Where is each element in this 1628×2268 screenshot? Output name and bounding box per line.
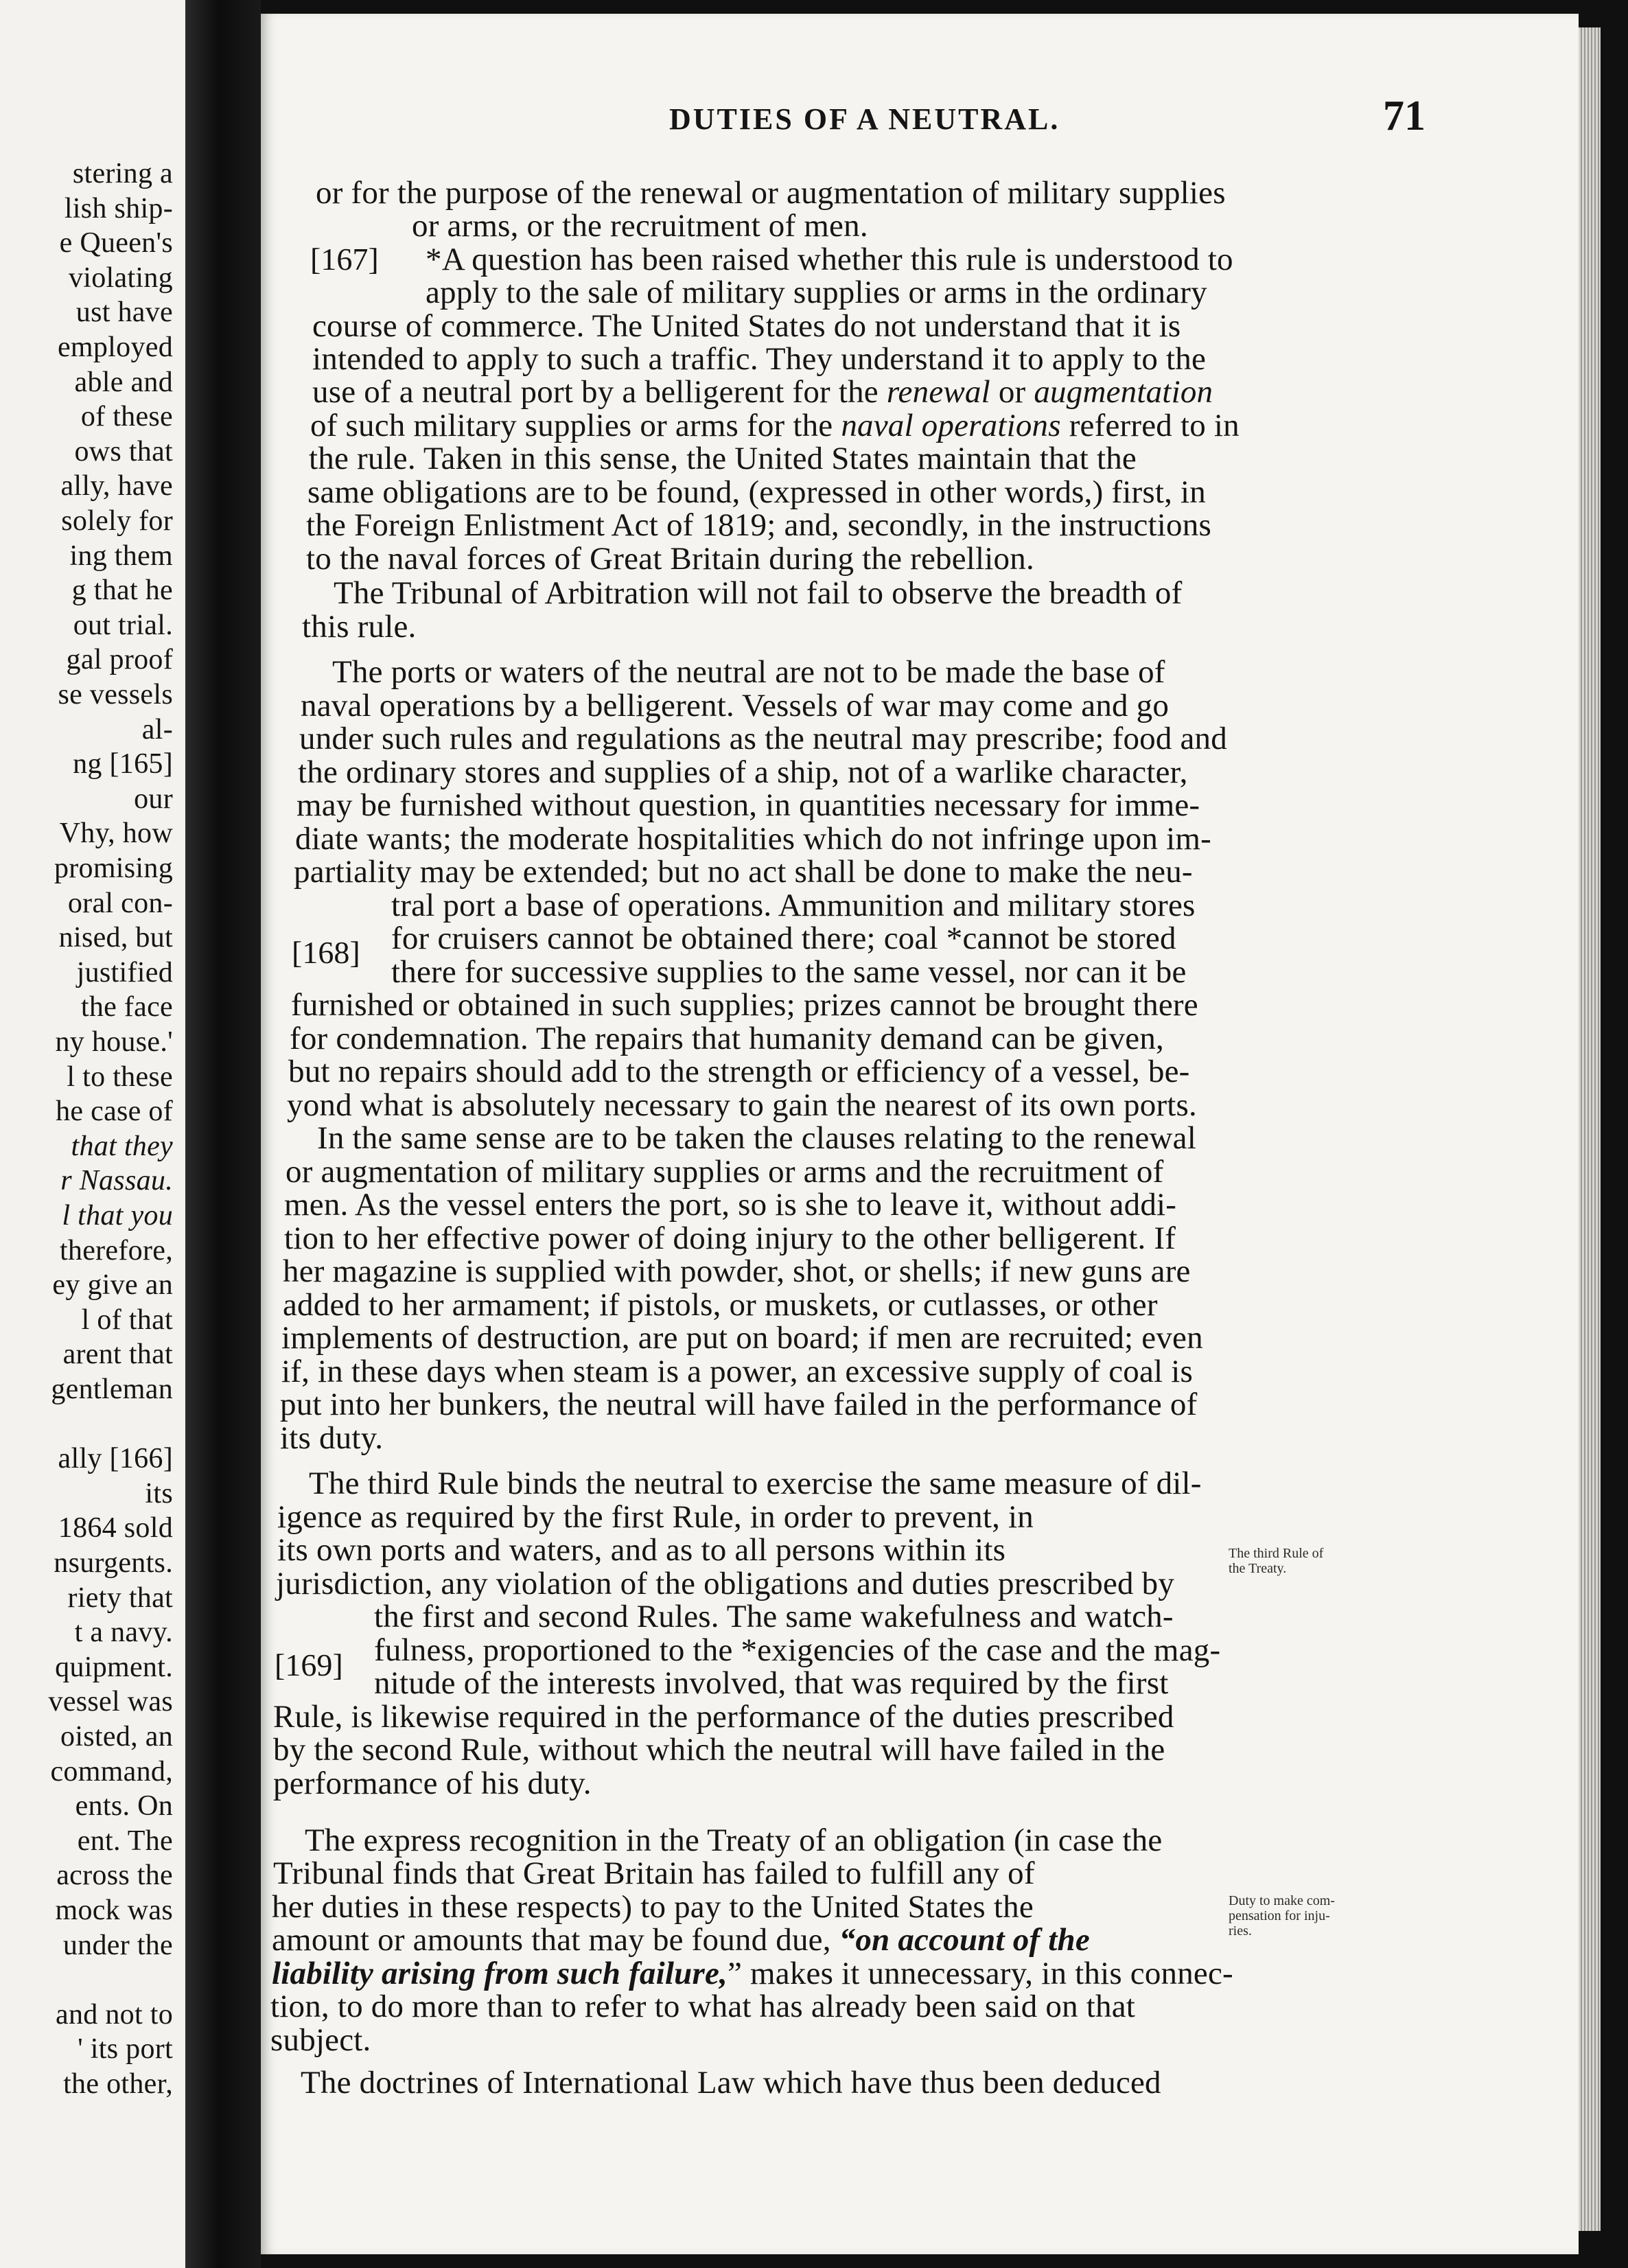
text-line: nitude of the interests involved, that was required by the first xyxy=(374,1665,1169,1701)
text-line: may be furnished without question, in quantities necessary for imme- xyxy=(296,787,1200,823)
text-line: jurisdiction, any violation of the obligations and duties prescribed by xyxy=(276,1566,1175,1601)
text-line: The express recognition in the Treaty of an obligation (in case the xyxy=(305,1822,1163,1858)
facing-page-line: its xyxy=(145,1477,173,1509)
facing-page-line: the other, xyxy=(63,2068,173,2100)
side-note-line: The third Rule of xyxy=(1229,1546,1324,1561)
text-run-bold-italic: “on account of the xyxy=(839,1922,1090,1958)
facing-page-line: nised, but xyxy=(58,922,173,954)
facing-page-line: employed xyxy=(57,332,173,363)
margin-marker-168: [168] xyxy=(292,935,360,970)
facing-page-line: command, xyxy=(50,1755,173,1787)
facing-page-line: ows that xyxy=(74,435,173,467)
facing-page-line: ally, have xyxy=(60,470,173,502)
text-line: tion to her effective power of doing injury to the other belligerent. If xyxy=(284,1220,1176,1256)
text-line: implements of destruction, are put on board; if men are recruited; even xyxy=(281,1320,1203,1356)
facing-page-line: l to these xyxy=(67,1061,173,1093)
side-note-line: Duty to make com- xyxy=(1229,1893,1335,1908)
text-line: to the naval forces of Great Britain during the rebellion. xyxy=(306,541,1034,577)
text-line: intended to apply to such a traffic. They understand it to apply to the xyxy=(312,341,1207,377)
facing-page-line: vessel was xyxy=(48,1686,173,1718)
text-run-italic: naval operations xyxy=(841,408,1061,443)
facing-page-line: able and xyxy=(74,366,173,398)
text-line: furnished or obtained in such supplies; prizes cannot be brought there xyxy=(291,987,1198,1023)
text-line: performance of his duty. xyxy=(273,1766,592,1801)
facing-page-line: ' its port xyxy=(78,2033,173,2066)
facing-page-line: t a navy. xyxy=(74,1617,173,1649)
facing-page-line: r Nassau. xyxy=(60,1165,173,1197)
facing-page-line: violating xyxy=(68,262,173,294)
facing-page-line: justified xyxy=(76,956,173,988)
text-line: for condemnation. The repairs that humanity demand can be given, xyxy=(290,1021,1164,1056)
text-run: referred to in xyxy=(1060,408,1240,443)
facing-page-line: quipment. xyxy=(55,1651,173,1683)
text-line: The third Rule binds the neutral to exercise the same measure of dil- xyxy=(309,1466,1202,1501)
text-line: diate wants; the moderate hospitalities which do not infringe upon im- xyxy=(295,821,1211,857)
text-line: The Tribunal of Arbitration will not fail to observe the breadth of xyxy=(334,575,1183,611)
facing-page-line: gal proof xyxy=(66,644,173,676)
facing-page-line: mock was xyxy=(55,1895,173,1926)
text-run: of such military supplies or arms for the xyxy=(310,408,841,443)
side-note-line: ries. xyxy=(1229,1923,1252,1939)
text-line: added to her armament; if pistols, or muskets, or cutlasses, or other xyxy=(283,1287,1158,1323)
text-line: fulness, proportioned to the *exigencies of the case and the mag- xyxy=(374,1632,1221,1668)
facing-page-line: ny house.' xyxy=(55,1026,173,1058)
text-run-bold-italic: liability arising from such failure, xyxy=(272,1956,728,1991)
facing-page-line: riety that xyxy=(67,1582,173,1614)
text-line: igence as required by the first Rule, in order to prevent, in xyxy=(277,1499,1034,1535)
text-line xyxy=(272,1922,1090,1958)
text-line: *A question has been raised whether this rule is understood to xyxy=(426,242,1233,277)
facing-page-line: ing them xyxy=(69,540,173,572)
text-line: apply to the sale of military supplies or arms in the ordinary xyxy=(426,275,1207,310)
facing-page-line: that they xyxy=(71,1130,173,1162)
facing-page-line: the face xyxy=(80,991,173,1023)
book-gutter xyxy=(185,0,261,2268)
text-line: The ports or waters of the neutral are not to be made the base of xyxy=(332,654,1165,690)
facing-page-line: al- xyxy=(141,713,173,745)
margin-marker-167: [167] xyxy=(310,242,379,277)
text-line: but no repairs should add to the strength or efficiency of a vessel, be- xyxy=(288,1054,1190,1089)
text-line: same obligations are to be found, (expressed in other words,) first, in xyxy=(307,474,1206,510)
facing-page-line: promising xyxy=(54,853,173,884)
facing-page-left xyxy=(0,0,185,2268)
facing-page-line: across the xyxy=(56,1860,173,1892)
text-line: or augmentation of military supplies or arms and the recruitment of xyxy=(286,1154,1164,1190)
text-line: Rule, is likewise required in the performance of the duties prescribed xyxy=(273,1699,1174,1735)
text-line: the Foreign Enlistment Act of 1819; and, secondly, in the instructions xyxy=(306,507,1211,543)
facing-page-line: l that you xyxy=(62,1200,173,1231)
facing-page-line: g that he xyxy=(71,575,173,607)
side-note-duty-compensation xyxy=(1229,1893,1335,1939)
text-line: her magazine is supplied with powder, shot, or shells; if new guns are xyxy=(283,1253,1191,1289)
text-line: naval operations by a belligerent. Vessels of war may come and go xyxy=(301,688,1170,724)
text-line: its duty. xyxy=(280,1420,384,1456)
text-line: subject. xyxy=(270,2022,371,2058)
text-line: or arms, or the recruitment of men. xyxy=(412,208,868,244)
text-line: there for successive supplies to the same vessel, nor can it be xyxy=(391,954,1187,990)
facing-page-line: ey give an xyxy=(52,1269,173,1301)
text-line: for cruisers cannot be obtained there; coal *cannot be stored xyxy=(391,921,1176,956)
text-line: partiality may be extended; but no act shall be done to make the neu- xyxy=(294,854,1193,890)
text-line: course of commerce. The United States do not understand that it is xyxy=(312,308,1181,344)
facing-page-line: l of that xyxy=(81,1304,173,1336)
facing-page-line: our xyxy=(134,783,173,815)
facing-page-line: ent. The xyxy=(77,1825,173,1857)
text-line: or for the purpose of the renewal or augmentation of military supplies xyxy=(316,175,1226,211)
text-line xyxy=(272,1956,1233,1991)
text-line xyxy=(310,408,1240,443)
running-head: DUTIES OF A NEUTRAL. xyxy=(669,102,1060,136)
facing-page-line: arent that xyxy=(62,1339,173,1371)
text-run: use of a neutral port by a belligerent for the xyxy=(312,374,887,410)
text-line: the first and second Rules. The same wakefulness and watch- xyxy=(374,1599,1174,1634)
facing-page-line: of these xyxy=(80,401,173,433)
text-line: by the second Rule, without which the neutral will have failed in the xyxy=(273,1732,1165,1768)
text-line: under such rules and regulations as the neutral may prescribe; food and xyxy=(299,721,1227,756)
facing-page-line: se vessels xyxy=(58,679,173,710)
facing-page-line: oral con- xyxy=(67,887,173,919)
text-line: The doctrines of International Law which have thus been deduced xyxy=(301,2065,1161,2101)
side-note-line: the Treaty. xyxy=(1229,1561,1287,1576)
page-edges xyxy=(1579,27,1601,2231)
text-line: its own ports and waters, and as to all persons within its xyxy=(277,1532,1006,1568)
facing-page-line: ents. On xyxy=(75,1790,173,1822)
text-line: In the same sense are to be taken the clauses relating to the renewal xyxy=(317,1120,1196,1156)
text-run-italic: renewal xyxy=(886,374,990,410)
text-run-italic: augmentation xyxy=(1034,374,1213,410)
text-run: amount or amounts that may be found due, xyxy=(272,1922,839,1958)
facing-page-line: e Queen's xyxy=(59,227,173,259)
text-line: men. As the vessel enters the port, so is she to leave it, without addi- xyxy=(284,1187,1177,1223)
text-run: or xyxy=(990,374,1034,410)
facing-page-line: nsurgents. xyxy=(54,1547,173,1579)
text-line: this rule. xyxy=(302,609,417,645)
text-line: the ordinary stores and supplies of a ship, not of a warlike character, xyxy=(298,754,1188,790)
text-line: Tribunal finds that Great Britain has failed to fulfill any of xyxy=(273,1855,1035,1891)
text-line: tion, to do more than to refer to what has already been said on that xyxy=(270,1989,1136,2024)
side-note-line: pensation for inju- xyxy=(1229,1908,1330,1923)
facing-page-line: oisted, an xyxy=(60,1721,173,1752)
facing-page-line: ally [166] xyxy=(58,1443,173,1475)
text-line: yond what is absolutely necessary to gain the nearest of its own ports. xyxy=(287,1087,1198,1123)
facing-page-line: he case of xyxy=(56,1096,173,1128)
facing-page-line: ng [165] xyxy=(73,748,173,780)
facing-page-line: stering a xyxy=(72,158,173,189)
text-line: tral port a base of operations. Ammunition and military stores xyxy=(391,888,1196,923)
facing-page-line: under the xyxy=(62,1929,173,1961)
side-note-third-rule xyxy=(1229,1546,1323,1576)
facing-page-line: Vhy, how xyxy=(59,818,173,850)
facing-page-line: solely for xyxy=(61,505,173,537)
text-run: ” makes it unnecessary, in this connec- xyxy=(727,1956,1233,1991)
text-line xyxy=(312,374,1213,410)
text-line: if, in these days when steam is a power, an excessive supply of coal is xyxy=(281,1354,1193,1389)
facing-page-line: gentleman xyxy=(51,1374,173,1405)
text-line: the rule. Taken in this sense, the United States maintain that the xyxy=(309,441,1137,476)
page-number: 71 xyxy=(1383,93,1426,139)
margin-marker-169: [169] xyxy=(275,1647,343,1682)
facing-page-line: and not to xyxy=(56,1998,173,2030)
text-line: her duties in these respects) to pay to the United States the xyxy=(272,1889,1034,1925)
text-line: put into her bunkers, the neutral will have failed in the performance of xyxy=(280,1387,1198,1422)
facing-page-line: 1864 sold xyxy=(58,1512,173,1544)
facing-page-line: therefore, xyxy=(59,1234,173,1266)
facing-page-line: lish ship- xyxy=(64,192,173,224)
facing-page-line: ust have xyxy=(75,297,173,329)
facing-page-line: out trial. xyxy=(73,609,173,641)
